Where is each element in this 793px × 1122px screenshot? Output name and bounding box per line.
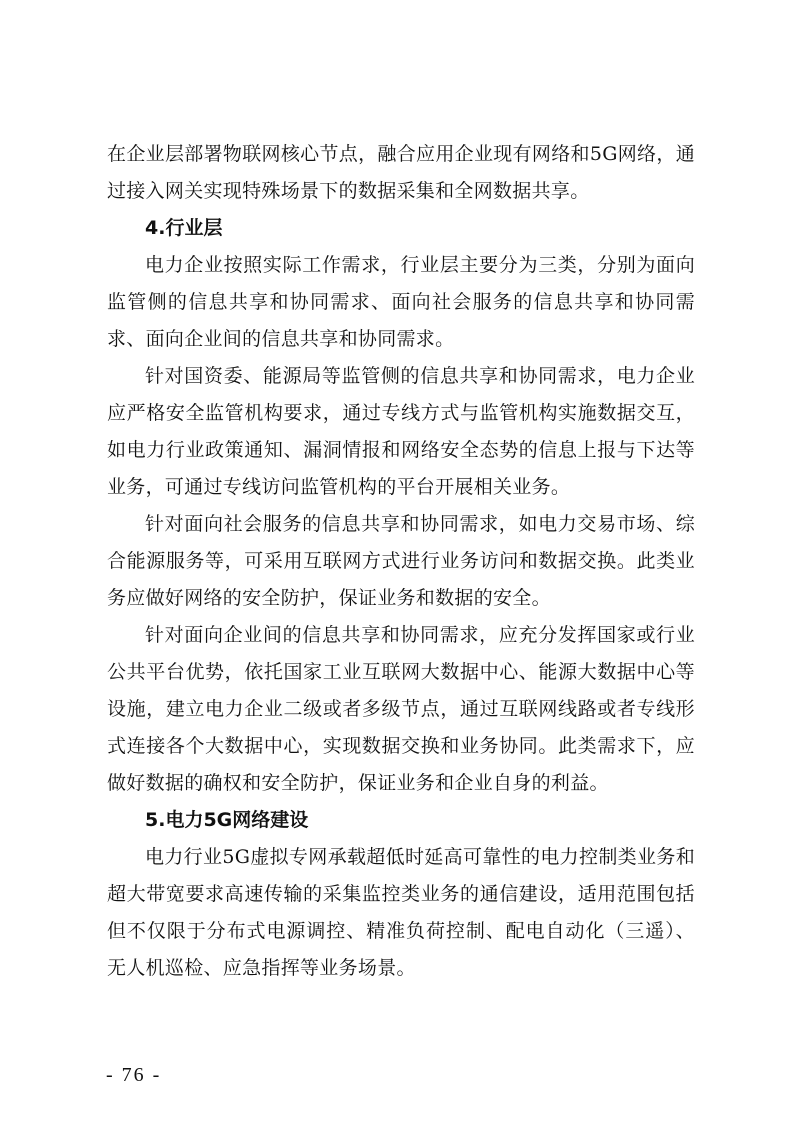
paragraph-social-service: 针对面向社会服务的信息共享和协同需求，如电力交易市场、综合能源服务等，可采用互联网方式进行业务访问和数据交换。此类业务应做好网络的安全防护，保证业务和数据的安全。 [107,513,695,609]
paragraph-enterprise-layer-continued: 在企业层部署物联网核心节点，融合应用企业现有网络和5G网络，通过接入网关实现特殊场景下的数据采集和全网数据共享。 [107,143,695,202]
page-number: - 76 - [106,1064,162,1086]
heading-5g-network: 5.电力5G网络建设 [145,809,309,831]
paragraph-5g-network: 电力行业5G虚拟专网承载超低时延高可靠性的电力控制类业务和超大带宽要求高速传输的采集监控类业务的通信建设，适用范围包括但不仅限于分布式电源调控、精准负荷控制、配电自动化（三遥）、无人机巡检、应急指挥等业务场景。 [107,846,695,979]
paragraph-regulatory-side: 针对国资委、能源局等监管侧的信息共享和协同需求，电力企业应严格安全监管机构要求，通过专线方式与监管机构实施数据交互，如电力行业政策通知、漏洞情报和网络安全态势的信息上报与下达等业务，可通过专线访问监管机构的平台开展相关业务。 [107,365,695,498]
document-body [107,136,695,987]
heading-industry-layer: 4.行业层 [145,217,223,239]
paragraph-inter-enterprise: 针对面向企业间的信息共享和协同需求，应充分发挥国家或行业公共平台优势，依托国家工业互联网大数据中心、能源大数据中心等设施，建立电力企业二级或者多级节点，通过互联网线路或者专线形式连接各个大数据中心，实现数据交换和业务协同。此类需求下，应做好数据的确权和安全防护，保证业务和企业自身的利益。 [107,624,695,794]
paragraph-industry-layer-intro: 电力企业按照实际工作需求，行业层主要分为三类，分别为面向监管侧的信息共享和协同需求、面向社会服务的信息共享和协同需求、面向企业间的信息共享和协同需求。 [107,254,695,350]
